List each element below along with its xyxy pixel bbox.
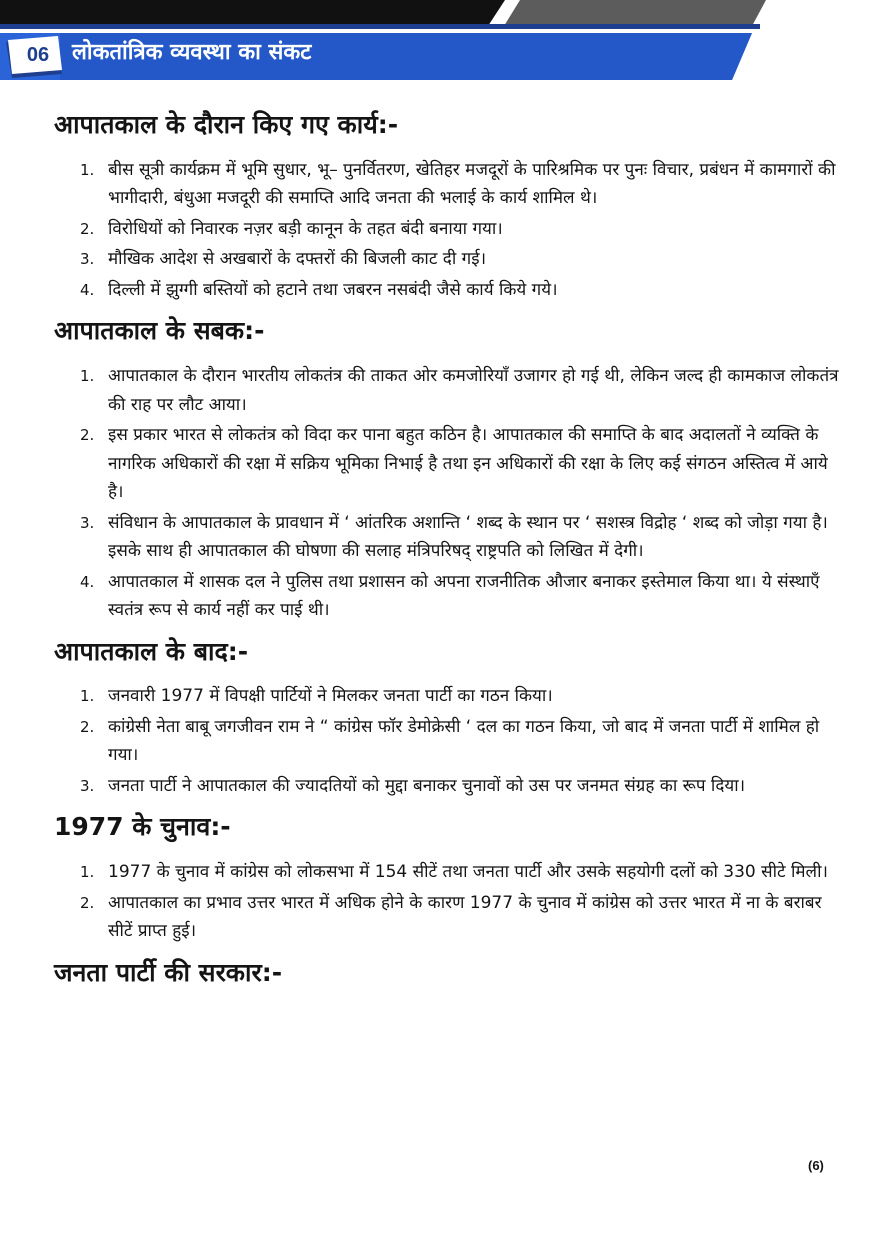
section-lessons [54,314,844,624]
list-text: कांग्रेसी नेता बाबू जगजीवन राम ने “ कांग्रेस फॉर डेमोक्रेसी ‘ दल का गठन किया, जो बाद में जनता पार्टी में शामिल हो गया। [108,716,820,766]
list-number: 4. [80,280,95,299]
numbered-list [54,156,844,305]
list-text: विरोधियों को निवारक नज़र बड़ी कानून के तहत बंदी बनाया गया। [108,218,503,239]
section-1977-elections [54,810,844,945]
chapter-number: 06 [26,44,50,66]
banner-dark-stripe [0,0,505,26]
chapter-title: लोकतांत्रिक व्यवस्था का संकट [72,40,312,65]
list-item [54,682,844,711]
list-number: 3. [80,513,95,532]
list-number: 2. [80,717,95,736]
list-item [54,889,844,946]
list-item [54,245,844,274]
list-number: 4. [80,572,95,591]
list-number: 1. [80,863,95,881]
section-heading: आपातकाल के सबक:- [54,316,265,346]
list-item [54,772,844,801]
list-item [54,509,844,566]
numbered-list [54,858,844,946]
list-number: 2. [80,893,95,912]
banner-grey-stripe [504,0,766,26]
section-heading: आपातकाल के बाद:- [54,636,249,666]
banner-blue-line [0,24,760,29]
list-number: 3. [80,776,95,795]
list-text: दिल्ली में झुग्गी बस्तियों को हटाने तथा जबरन नसबंदी जैसे कार्य किये गये। [108,279,558,300]
numbered-list [54,682,844,800]
list-number: 2. [80,426,95,444]
list-number: 1. [80,367,95,385]
list-item [54,568,844,625]
list-item [54,215,844,244]
section-janata-government [54,956,844,990]
list-number: 1. [80,160,95,179]
section-heading: आपातकाल के दौरान किए गए कार्य:- [54,110,399,139]
list-item [54,858,844,887]
list-text: संविधान के आपातकाल के प्रावधान में ‘ आंतरिक अशान्ति ‘ शब्द के स्थान पर ‘ सशस्त्र विद्रोह ‘ शब्द को जोड़ा गया है। इसके साथ ही आपातकाल की घोषणा की सलाह मंत्रिपरिषद् राष्ट्रपति को लिखित में देगी। [108,512,828,561]
list-item [54,362,844,419]
list-item [54,156,844,213]
section-during-emergency [54,108,844,304]
list-item [54,421,844,507]
list-text: आपातकाल के दौरान भारतीय लोकतंत्र की ताकत ओर कमजोरियाँ उजागर हो गई थी, लेकिन जल्द ही कामकाज लोकतंत्र की राह पर लौट आया। [108,366,839,415]
list-number: 1. [80,687,95,706]
section-heading: 1977 के चुनाव:- [54,812,231,842]
list-item [54,713,844,770]
section-after-emergency [54,635,844,801]
list-text: इस प्रकार भारत से लोकतंत्र को विदा कर पाना बहुत कठिन है। आपातकाल की समाप्ति के बाद अदालतों ने व्यक्ति के नागरिक अधिकारों की रक्षा में सक्रिय भूमिका निभाई है तथा इन अधिकारों की रक्षा के लिए कई संगठन अस्तित्व में आये है। [108,425,828,502]
page-number: (6) [808,1158,824,1173]
list-number: 2. [80,219,95,238]
list-number: 3. [80,250,95,269]
list-item [54,276,844,305]
list-text: जनता पार्टी ने आपातकाल की ज्यादतियों को मुद्दा बनाकर चुनावों को उस पर जनमत संग्रह का रूप दिया। [108,775,746,796]
list-text: जनवारी 1977 में विपक्षी पार्टियों ने मिलकर जनता पार्टी का गठन किया। [108,686,553,707]
list-text: बीस सूत्री कार्यक्रम में भूमि सुधार, भू– पुनर्वितरण, खेतिहर मजदूरों के पारिश्रमिक पर पुनः विचार, प्रबंधन में कामगारों की भागीदारी, बंधुआ मजदूरी की समाप्ति आदि जनता की भलाई के कार्य शामिल थे। [108,159,836,209]
section-heading: जनता पार्टी की सरकार:- [54,957,283,987]
page-content [54,108,844,1003]
numbered-list [54,362,844,625]
list-text: मौखिक आदेश से अखबारों के दफ्तरों की बिजली काट दी गई। [108,249,487,270]
list-text: आपातकाल में शासक दल ने पुलिस तथा प्रशासन को अपना राजनीतिक औजार बनाकर इस्तेमाल किया था। ये संस्थाएँ स्वतंत्र रूप से कार्य नहीं कर पाई थी। [108,571,820,620]
list-text: 1977 के चुनाव में कांग्रेस को लोकसभा में 154 सीटें तथा जनता पार्टी और उसके सहयोगी दलों को 330 सीटे मिली। [108,862,828,882]
list-text: आपातकाल का प्रभाव उत्तर भारत में अधिक होने के कारण 1977 के चुनाव में कांग्रेस को उत्तर भारत में ना के बराबर सीटें प्राप्त हुई। [108,892,822,941]
